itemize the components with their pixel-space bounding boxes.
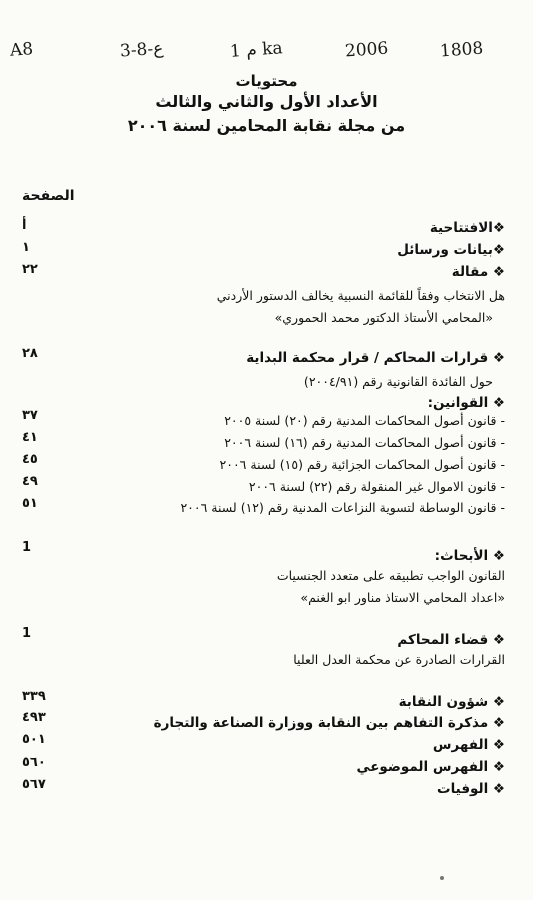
toc-page: ٤٩٣ <box>22 710 46 725</box>
toc-subentry: - قانون الاموال غير المنقولة رقم (٢٢) لسنة ٢٠٠٦ <box>248 479 505 494</box>
toc-page: ٥٦٧ <box>22 777 46 792</box>
toc-page: ٢٨ <box>22 346 38 361</box>
toc-subentry: - قانون الوساطة لتسوية النزاعات المدنية رقم (١٢) لسنة ٢٠٠٦ <box>180 500 505 515</box>
toc-page: ٥٠١ <box>22 732 46 747</box>
toc-author: «المحامي الأستاذ الدكتور محمد الحموري» <box>274 310 493 325</box>
toc-subentry: القرارات الصادرة عن محكمة العدل العليا <box>293 652 505 667</box>
toc-entry: ❖ مقالة <box>451 264 505 280</box>
toc-entry: ❖بيانات ورسائل <box>397 242 505 258</box>
toc-entry: ❖ شؤون النقابة <box>398 694 505 710</box>
toc-page: أ <box>22 218 27 233</box>
toc-entry: ❖ الأبحاث: <box>434 548 505 564</box>
toc-subentry: القانون الواجب تطبيقه على متعدد الجنسيات <box>276 568 505 583</box>
toc-entry: ❖الافتتاحية <box>429 220 505 236</box>
toc-entry: ❖ القوانين: <box>427 395 505 411</box>
toc-entry: ❖ الفهرس الموضوعي <box>356 759 505 775</box>
toc-subentry: حول الفائدة القانونية رقم (٢٠٠٤/٩١) <box>303 374 493 389</box>
annotation-c: م 1 ka <box>229 38 284 62</box>
toc-page: ٤٩ <box>22 474 38 489</box>
toc-page: ٣٣٩ <box>22 689 46 704</box>
journal-subtitle: من مجلة نقابة المحامين لسنة ٢٠٠٦ <box>127 116 406 135</box>
toc-page: ٣٧ <box>22 408 38 423</box>
toc-entry: ❖ قضاء المحاكم <box>397 632 505 648</box>
toc-entry: ❖ الفهرس <box>432 737 505 753</box>
toc-entry: ❖ مذكرة التفاهم بين النقابة ووزارة الصناعة والتجارة <box>153 715 505 731</box>
toc-page: ٥١ <box>22 496 38 511</box>
toc-subentry: - قانون أصول المحاكمات المدنية رقم (١٦) لسنة ٢٠٠٦ <box>224 435 505 450</box>
contents-title: محتويات <box>235 72 298 90</box>
toc-subentry: - قانون أصول المحاكمات المدنية رقم (٢٠) لسنة ٢٠٠٥ <box>224 413 505 428</box>
scan-speck <box>440 876 444 880</box>
toc-entry: ❖ قرارات المحاكم / قرار محكمة البداية <box>246 350 505 366</box>
toc-entry: ❖ الوفيات <box>437 781 505 797</box>
annotation-d: 2006 <box>344 38 389 62</box>
toc-author: «اعداد المحامي الاستاذ مناور ابو الغنم» <box>300 590 505 605</box>
toc-page: 1 <box>22 540 32 555</box>
toc-subentry: - قانون أصول المحاكمات الجزائية رقم (١٥) لسنة ٢٠٠٦ <box>219 457 505 472</box>
annotation-a: A8 <box>9 39 34 61</box>
annotation-b: 3-8-ع <box>119 38 164 62</box>
page-column-label: الصفحة <box>22 188 75 204</box>
toc-page: ٥٦٠ <box>22 755 46 770</box>
toc-page: ٤٥ <box>22 452 38 467</box>
toc-subentry: هل الانتخاب وفقاً للقائمة النسبية يخالف الدستور الأردني <box>216 288 505 303</box>
toc-page: ٤١ <box>22 430 38 445</box>
annotation-e: 1808 <box>439 38 484 62</box>
toc-page: ١ <box>22 240 30 255</box>
issues-subtitle: الأعداد الأول والثاني والثالث <box>155 92 378 111</box>
toc-page: 1 <box>22 626 32 641</box>
toc-page: ٢٢ <box>22 262 38 277</box>
